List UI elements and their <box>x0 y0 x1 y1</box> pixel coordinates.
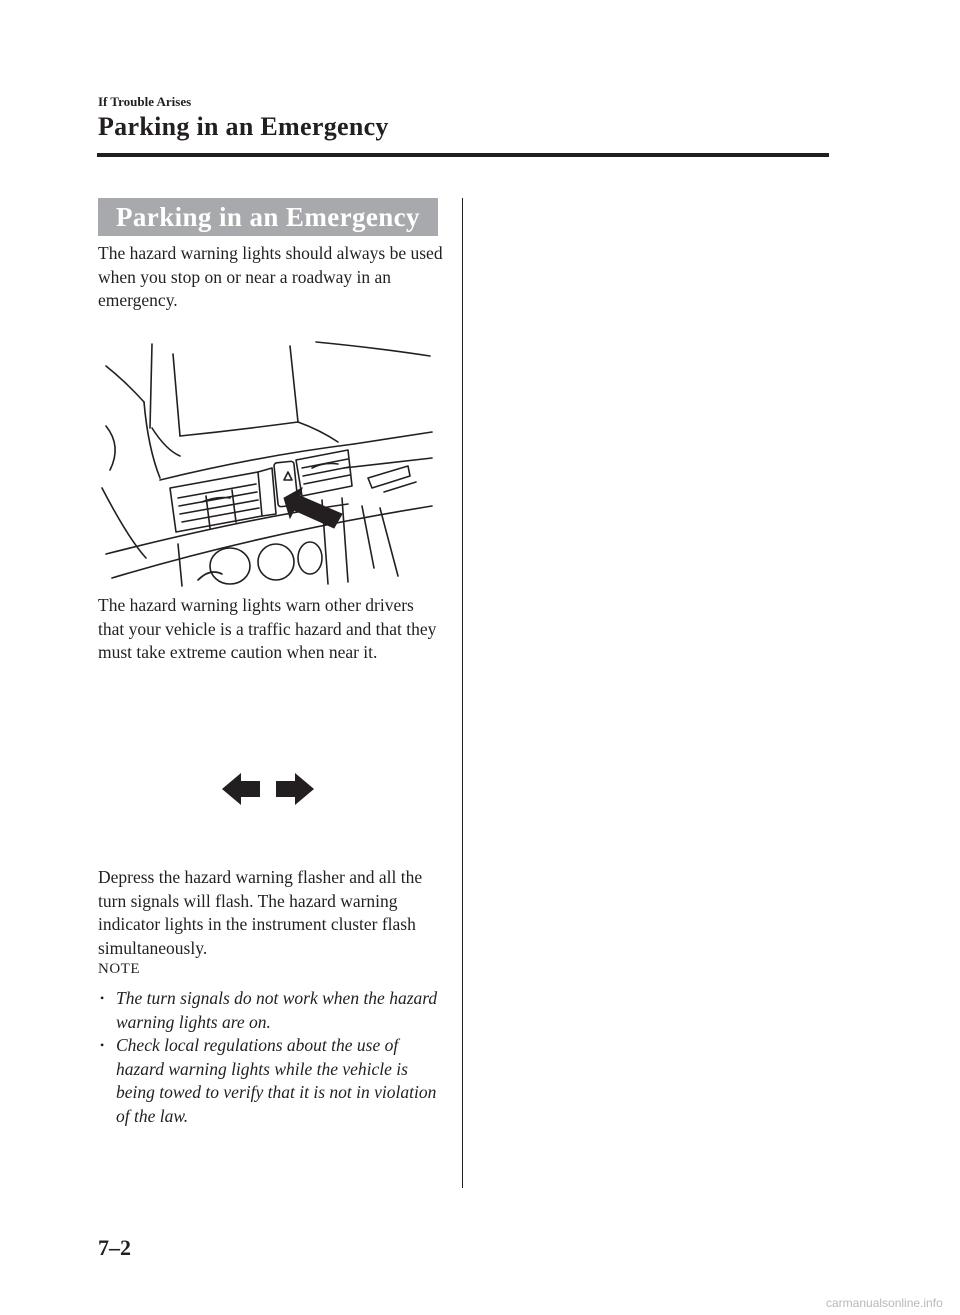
note-text: Check local regulations about the use of hazard warning lights while the vehicle is being towed to verify that it is not in violation of the law. <box>116 1035 437 1126</box>
page-number: 7–2 <box>98 1235 131 1260</box>
hazard-switch-dashboard-illustration <box>98 338 438 588</box>
intro-paragraph: The hazard warning lights should always be used when you stop on or near a roadway in an emergency. <box>98 243 443 310</box>
operation-paragraph: Depress the hazard warning flasher and all the turn signals will flash. The hazard warning indicator lights in the instrument cluster flash simultaneously. <box>98 867 423 958</box>
list-item <box>98 1034 448 1128</box>
watermark: carmanualsonline.info <box>826 1296 943 1310</box>
column-divider <box>462 198 463 1188</box>
bullet-icon: • <box>100 1038 105 1052</box>
list-item <box>98 987 448 1034</box>
page-title: Parking in an Emergency <box>98 112 389 141</box>
turn-signal-arrows-icon <box>222 772 318 806</box>
note-list <box>98 987 448 1128</box>
note-label: NOTE <box>98 961 140 977</box>
section-label: If Trouble Arises <box>98 94 192 109</box>
section-banner: Parking in an Emergency <box>98 198 438 236</box>
note-text: The turn signals do not work when the hazard warning lights are on. <box>116 988 438 1032</box>
bullet-icon: • <box>100 991 105 1005</box>
header-rule <box>97 153 829 157</box>
warning-paragraph: The hazard warning lights warn other drivers that your vehicle is a traffic hazard and that they must take extreme caution when near it. <box>98 595 437 662</box>
